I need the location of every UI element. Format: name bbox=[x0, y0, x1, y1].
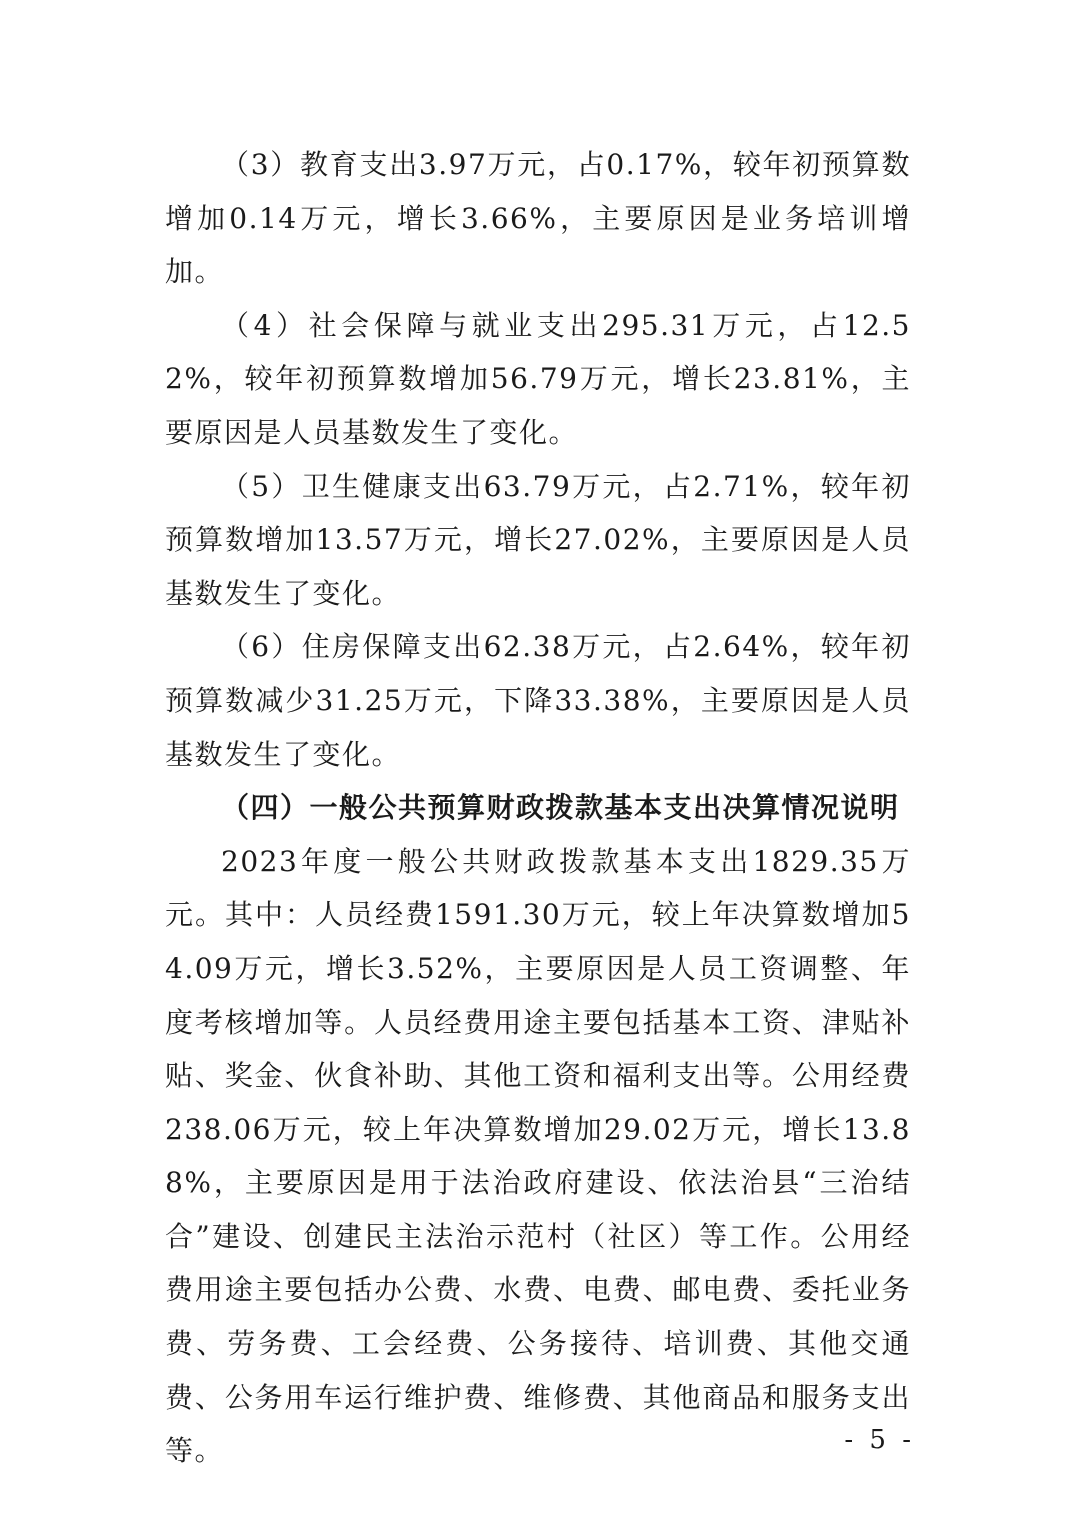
page-number-footer bbox=[0, 1425, 1075, 1455]
document-body bbox=[165, 138, 911, 1478]
paragraph-basic-expenditure: 2023年度一般公共财政拨款基本支出1829.35万元。其中：人员经费1591.30万元，较上年决算数增加54.09万元，增长3.52%，主要原因是人员工资调整、年度考核增加等。人员经费用途主要包括基本工资、津贴补贴、奖金、伙食补助、其他工资和福利支出等。公用经费238.06万元，较上年决算数增加29.02万元，增长13.88%，主要原因是用于法治政府建设、依法治县“三治结合”建设、创建民主法治示范村（社区）等工作。公用经费用途主要包括办公费、水费、电费、邮电费、委托业务费、劳务费、工会经费、公务接待、培训费、其他交通费、公务用车运行维护费、维修费、其他商品和服务支出等。 bbox=[165, 844, 911, 1468]
paragraph-social-security-expenditure: （4）社会保障与就业支出295.31万元，占12.52%，较年初预算数增加56.79万元，增长23.81%，主要原因是人员基数发生了变化。 bbox=[165, 308, 911, 449]
paragraph-housing-expenditure: （6）住房保障支出62.38万元，占2.64%，较年初预算数减少31.25万元，下降33.38%，主要原因是人员基数发生了变化。 bbox=[165, 630, 911, 771]
section-heading: （四）一般公共预算财政拨款基本支出决算情况说明 bbox=[221, 791, 900, 825]
page-number: - 5 - bbox=[844, 1425, 915, 1455]
paragraph-education-expenditure: （3）教育支出3.97万元，占0.17%，较年初预算数增加0.14万元，增长3.66%，主要原因是业务培训增加。 bbox=[165, 148, 911, 289]
paragraph-health-expenditure: （5）卫生健康支出63.79万元，占2.71%，较年初预算数增加13.57万元，增长27.02%，主要原因是人员基数发生了变化。 bbox=[165, 469, 911, 610]
